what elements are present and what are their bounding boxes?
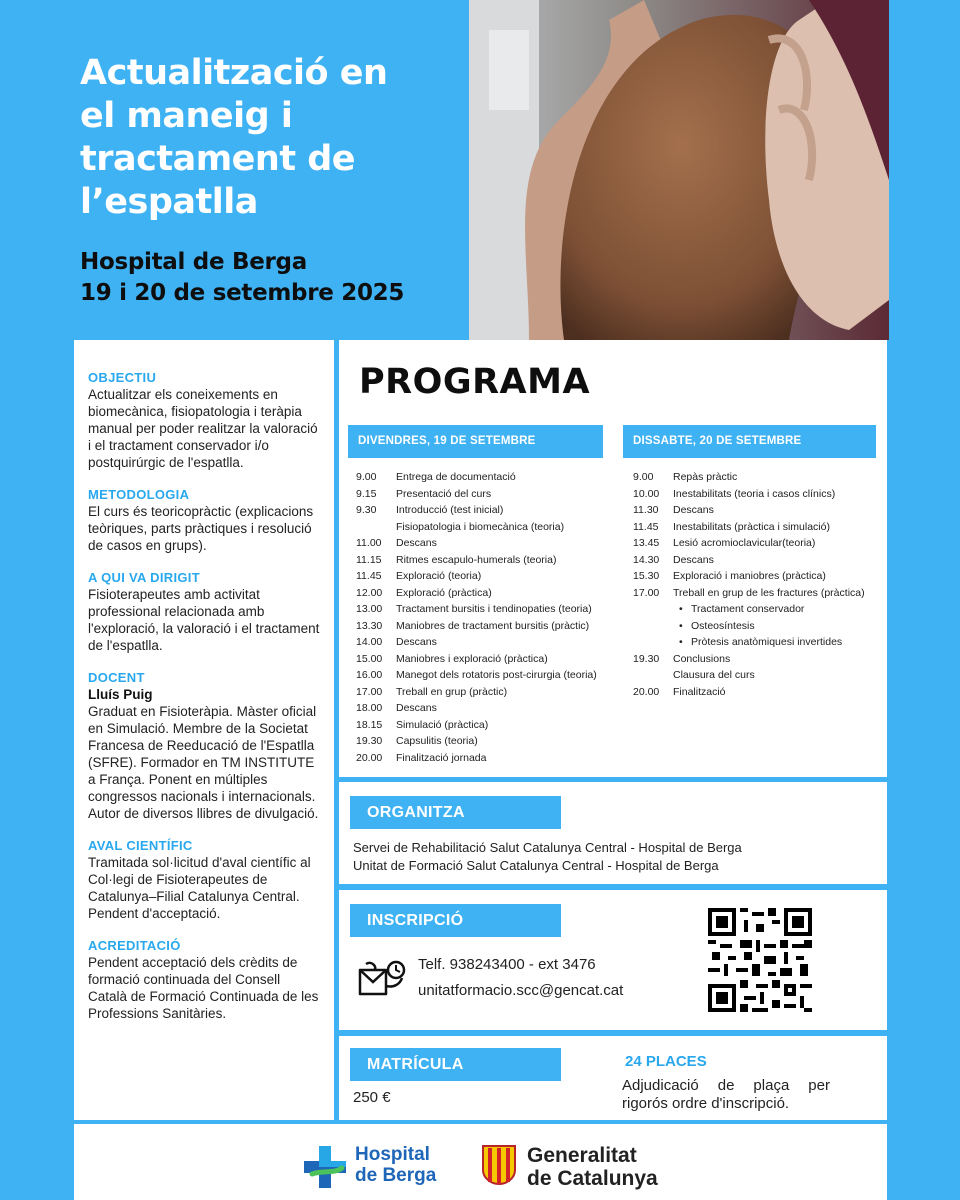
schedule-activity: Tractament bursitis i tendinopaties (teoria) [396, 603, 592, 615]
day1-schedule-row [356, 667, 603, 684]
program-panel [339, 340, 887, 777]
scientific-endorsement-text: Tramitada sol·licitud d'aval científic al Col·legi de Fisioterapeutes de Catalunya–Filial Catalunya Central. Pendent d'acceptació. [88, 855, 311, 921]
schedule-activity: Descans [396, 636, 437, 648]
places-count: 24 PLACES [625, 1053, 707, 1070]
day2-schedule-subitem: • Tractament conservador [633, 601, 876, 618]
schedule-time [356, 519, 396, 536]
registration-label: INSCRIPCIÓ [350, 904, 561, 937]
day1-schedule-row [356, 750, 603, 767]
objective-heading: OBJECTIU [88, 370, 157, 385]
registration-panel [339, 890, 887, 1030]
schedule-activity: Exploració (pràctica) [396, 586, 492, 599]
schedule-time: 9.30 [356, 504, 377, 516]
day1-schedule-row [356, 469, 603, 486]
accreditation-text: Pendent acceptació dels crèdits de formació continuada del Consell Català de Formació Continuada de les Professions Sanitàries. [88, 955, 319, 1021]
schedule-activity: Descans [673, 553, 714, 566]
day1-schedule-row [356, 601, 603, 618]
shoulder-photo-illustration [469, 0, 889, 340]
day1-schedule-row [356, 502, 603, 519]
schedule-activity: Inestabilitats (pràctica i simulació) [673, 520, 830, 533]
generalitat-logo-text: Generalitat de Catalunya [527, 1144, 658, 1190]
venue-and-dates [80, 247, 460, 309]
schedule-time: 18.00 [356, 702, 383, 714]
day2-schedule-row [633, 568, 876, 585]
schedule-time: 14.30 [633, 553, 660, 566]
day2-header: DISSABTE, 20 DE SETEMBRE [623, 425, 876, 458]
enrollment-price: 250 € [353, 1089, 391, 1106]
day1-schedule-row [356, 535, 603, 552]
schedule-activity: Descans [396, 537, 437, 549]
registration-email[interactable]: unitatformacio.scc@gencat.cat [418, 982, 624, 999]
places-allocation-text: Adjudicació de plaça per rigorós ordre d'inscripció. [622, 1077, 830, 1112]
methodology-text: El curs és teoricopràctic (explicacions teòriques, parts pràctiques i resolució de casos en grups). [88, 504, 314, 553]
schedule-activity: Treball en grup (pràctic) [396, 685, 508, 698]
day1-schedule-row [356, 486, 603, 503]
schedule-time: 11.45 [356, 570, 382, 582]
methodology-heading: METODOLOGIA [88, 487, 190, 502]
organizer-text [353, 839, 873, 875]
schedule-time: 12.00 [356, 586, 383, 599]
enrollment-panel [339, 1036, 887, 1120]
teacher-bio: Graduat en Fisioteràpia. Màster oficial en Simulació. Membre de la Societat Francesa de Reeducació de l'Espatlla (SFRE). Formador en TM INSTITUTE a França. Ponent en múltiples congressos nacionals i internacionals. Autor de diversos llibres de divulgació. [88, 704, 319, 821]
day2-schedule-row [633, 469, 876, 486]
objective-text: Actualitzar els coneixements en biomecànica, fisiopatologia i teràpia manual per poder realitzar la valoració i el tractament conservador i/o postquirúrgic de l'espatlla. [88, 387, 318, 470]
schedule-time: 17.00 [356, 685, 383, 698]
audience-text: Fisioterapeutes amb activitat professional relacionada amb l'exploració, la valoració i el tractament de l'espatlla. [88, 587, 320, 653]
day2-schedule-row [633, 535, 876, 552]
schedule-time: 13.30 [356, 619, 383, 632]
schedule-activity: Clausura del curs [673, 669, 755, 681]
schedule-time: 16.00 [356, 669, 383, 681]
schedule-time: 19.30 [633, 652, 660, 665]
day2-schedule-row [633, 684, 876, 701]
day2-schedule-row [633, 552, 876, 569]
schedule-activity: Descans [396, 702, 437, 714]
schedule-time: 13.45 [633, 537, 660, 549]
venue-name: Hospital de Berga [80, 249, 307, 275]
hospital-berga-logo-text: Hospital de Berga [355, 1144, 437, 1186]
day1-schedule-row [356, 684, 603, 701]
audience-heading: A QUI VA DIRIGIT [88, 570, 200, 585]
day1-header: DIVENDRES, 19 DE SETEMBRE [348, 425, 603, 458]
schedule-time: 10.00 [633, 487, 660, 500]
schedule-activity: Treball en grup de les fractures (pràctica) [673, 586, 865, 599]
schedule-time: 15.30 [633, 570, 660, 582]
schedule-time: 11.00 [356, 537, 382, 549]
schedule-activity: Exploració (teoria) [396, 570, 482, 582]
schedule-activity: Exploració i maniobres (pràctica) [673, 570, 826, 582]
catalan-flag-shield-icon [481, 1144, 517, 1186]
day1-schedule-row [356, 700, 603, 717]
schedule-activity: Maniobres i exploració (pràctica) [396, 652, 548, 665]
day1-schedule [348, 458, 603, 766]
schedule-time [633, 667, 673, 684]
schedule-activity: Entrega de documentació [396, 471, 516, 483]
schedule-time: 9.15 [356, 487, 377, 500]
day2-schedule-row [633, 667, 876, 684]
day1-schedule-row [356, 568, 603, 585]
schedule-time: 15.00 [356, 652, 383, 665]
schedule-activity: Simulació (pràctica) [396, 718, 489, 731]
teacher-heading: DOCENT [88, 670, 145, 685]
schedule-time: 9.00 [633, 471, 654, 483]
schedule-time: 18.15 [356, 718, 383, 731]
schedule-activity: Ritmes escapulo-humerals (teoria) [396, 553, 557, 566]
schedule-time: 17.00 [633, 586, 660, 599]
day2-schedule-row [633, 502, 876, 519]
schedule-activity: Repàs pràctic [673, 471, 738, 483]
schedule-activity: Manegot dels rotatoris post-cirurgia (teoria) [396, 669, 597, 681]
schedule-activity: Presentació del curs [396, 487, 492, 500]
schedule-activity: Fisiopatologia i biomecànica (teoria) [396, 520, 565, 533]
schedule-time: 9.00 [356, 471, 377, 483]
organizer-line-1: Servei de Rehabilitació Salut Catalunya Central - Hospital de Berga [353, 840, 742, 855]
schedule-time: 11.30 [633, 504, 659, 516]
schedule-activity: Finalització jornada [396, 751, 487, 764]
day1-schedule-row [356, 717, 603, 734]
day1-column [348, 425, 603, 766]
teacher-name: Lluís Puig [88, 687, 153, 702]
day1-schedule-row [356, 585, 603, 602]
schedule-activity: Maniobres de tractament bursitis (pràctic) [396, 619, 590, 632]
schedule-activity: Conclusions [673, 652, 731, 665]
schedule-activity: Introducció (test inicial) [396, 504, 504, 516]
day1-schedule-row [356, 618, 603, 635]
day2-schedule-row [633, 651, 876, 668]
shoulder-photo [469, 0, 889, 340]
schedule-activity: Lesió acromioclavicular(teoria) [673, 537, 816, 549]
program-title: PROGRAMA [359, 362, 591, 402]
day2-schedule-row [633, 519, 876, 536]
organizer-line-2: Unitat de Formació Salut Catalunya Central - Hospital de Berga [353, 858, 719, 873]
schedule-time: 20.00 [633, 685, 660, 698]
schedule-time: 19.30 [356, 735, 383, 747]
hospital-cross-icon [302, 1144, 348, 1190]
schedule-time: 11.45 [633, 520, 659, 533]
schedule-activity: Finalització [673, 685, 726, 698]
day2-schedule-row [633, 486, 876, 503]
day1-schedule-row [356, 651, 603, 668]
day2-schedule-row [633, 585, 876, 602]
schedule-activity: Inestabilitats (teoria i casos clínics) [673, 487, 836, 500]
organizer-label: ORGANITZA [350, 796, 561, 829]
schedule-activity: Capsulitis (teoria) [396, 735, 478, 747]
enrollment-label: MATRÍCULA [350, 1048, 561, 1081]
course-info-panel [74, 340, 334, 1120]
schedule-time: 14.00 [356, 636, 383, 648]
schedule-time: 11.15 [356, 553, 382, 566]
course-title: Actualització en el maneig i tractament de l’espatlla [80, 53, 388, 222]
course-dates: 19 i 20 de setembre 2025 [80, 280, 405, 306]
day2-schedule-subitem: • Osteosíntesis [633, 618, 876, 635]
day1-schedule-row [356, 552, 603, 569]
schedule-time: 13.00 [356, 603, 383, 615]
schedule-time: 20.00 [356, 751, 383, 764]
scientific-endorsement-heading: AVAL CIENTÍFIC [88, 838, 193, 853]
day1-schedule-row [356, 634, 603, 651]
registration-qr-code[interactable] [708, 908, 812, 1012]
organizer-panel [339, 782, 887, 884]
accreditation-heading: ACREDITACIÓ [88, 938, 181, 953]
day1-schedule-row [356, 733, 603, 750]
day2-schedule-subitem: • Pròtesis anatòmiquesi invertides [633, 634, 876, 651]
logos-footer [74, 1124, 887, 1200]
day2-schedule [623, 458, 876, 700]
day1-schedule-row [356, 519, 603, 536]
day2-column [623, 425, 876, 700]
phone-envelope-icon [356, 958, 408, 998]
registration-phone[interactable]: Telf. 938243400 - ext 3476 [418, 956, 596, 973]
schedule-activity: Descans [673, 504, 714, 516]
